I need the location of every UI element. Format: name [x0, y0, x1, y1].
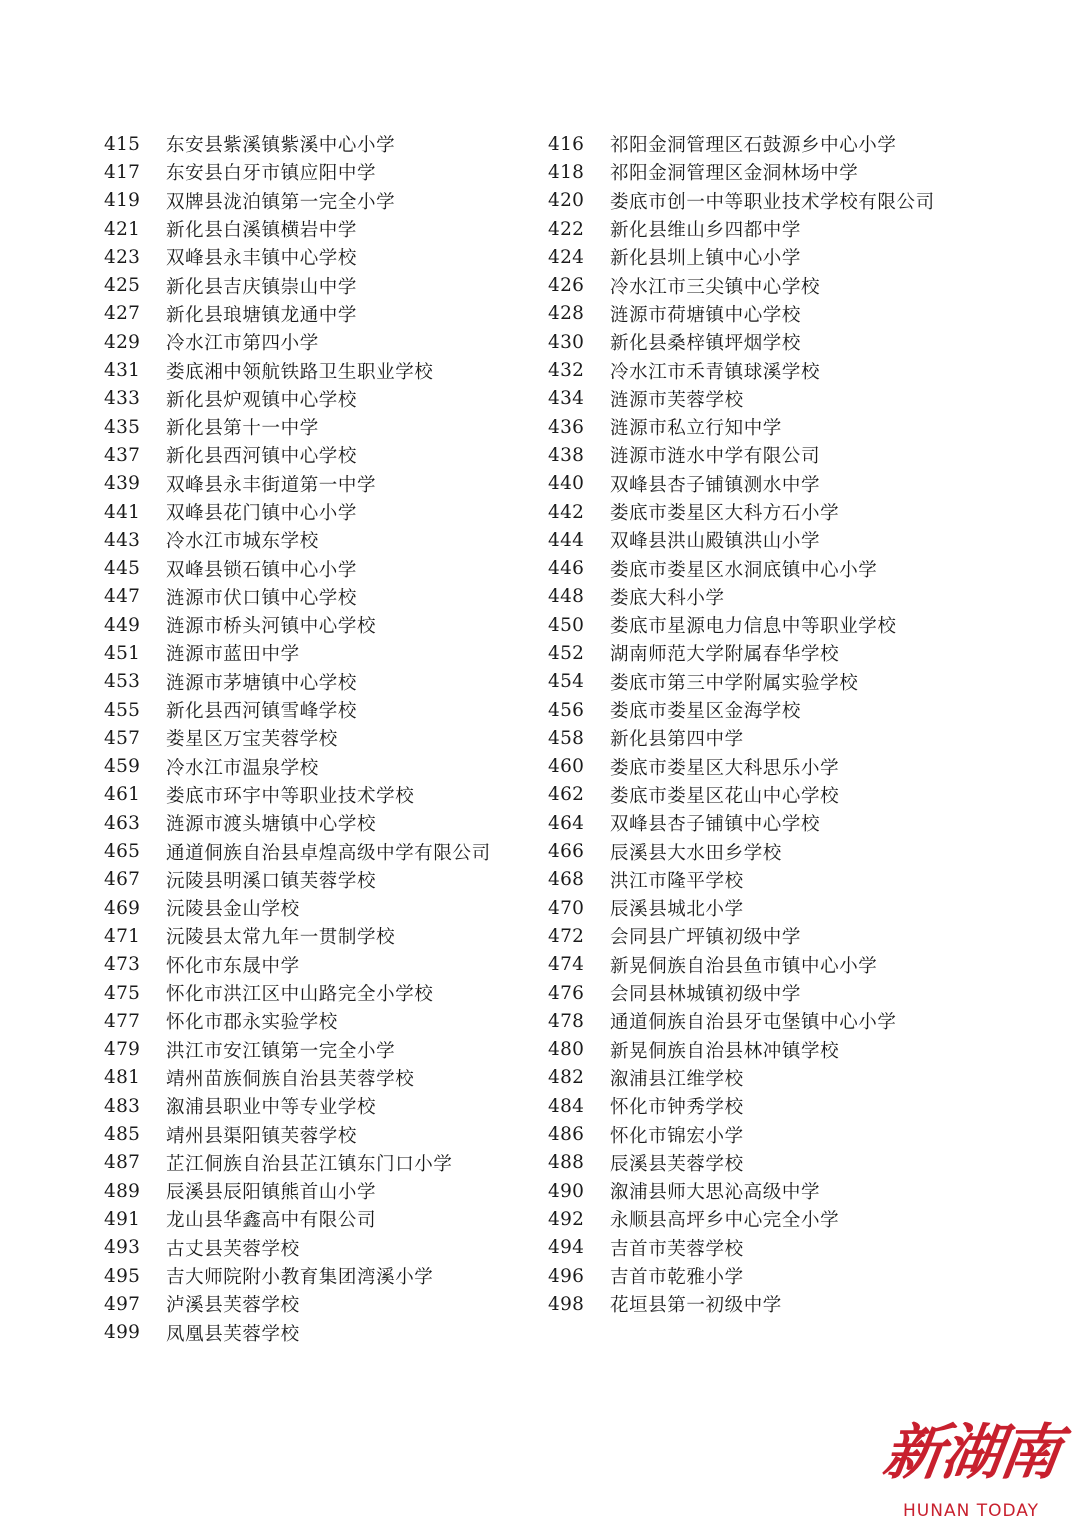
list-item-number: 458 [548, 727, 585, 749]
list-item-school-name: 新化县炉观镇中心学校 [166, 389, 358, 411]
list-item-school-name: 娄底市创一中等职业技术学校有限公司 [610, 191, 935, 213]
list-item-number: 457 [104, 727, 141, 749]
list-item-school-name: 双峰县永丰街道第一中学 [166, 474, 377, 496]
list-item-school-name: 泸溪县芙蓉学校 [166, 1295, 300, 1317]
list-item-number: 489 [104, 1180, 141, 1202]
list-item-number: 423 [104, 246, 141, 268]
list-item-school-name: 双峰县锁石镇中心小学 [166, 559, 358, 581]
list-item [548, 243, 978, 271]
list-item-school-name: 洪江市隆平学校 [610, 870, 744, 892]
list-item [104, 894, 534, 922]
list-item-number: 469 [104, 897, 141, 919]
list-item-number: 443 [104, 529, 141, 551]
list-item-school-name: 新晃侗族自治县鱼市镇中心小学 [610, 955, 878, 977]
list-item-number: 421 [104, 218, 141, 240]
list-item-number: 474 [548, 954, 585, 976]
list-item-number: 450 [548, 614, 585, 636]
list-item-number: 462 [548, 784, 585, 806]
list-item-school-name: 冷水江市城东学校 [166, 531, 319, 553]
list-item-number: 468 [548, 869, 585, 891]
list-item-number: 461 [104, 784, 141, 806]
list-item-number: 422 [548, 218, 585, 240]
list-item [104, 385, 534, 413]
list-item [104, 1205, 534, 1233]
school-list-right-column [548, 130, 978, 1318]
list-item [548, 922, 978, 950]
list-item [548, 951, 978, 979]
list-item-school-name: 涟源市芙蓉学校 [610, 389, 744, 411]
list-item-school-name: 娄底市环宇中等职业技术学校 [166, 785, 415, 807]
list-item-school-name: 吉大师院附小教育集团湾溪小学 [166, 1267, 434, 1289]
list-item-number: 491 [104, 1208, 141, 1230]
list-item-school-name: 涟源市伏口镇中心学校 [166, 587, 358, 609]
list-item-school-name: 溆浦县师大思沁高级中学 [610, 1182, 821, 1204]
list-item-number: 452 [548, 642, 585, 664]
list-item-school-name: 冷水江市三尖镇中心学校 [610, 276, 821, 298]
list-item-number: 419 [104, 190, 141, 212]
list-item-number: 492 [548, 1208, 585, 1230]
list-item-number: 488 [548, 1152, 585, 1174]
list-item-school-name: 涟源市茅塘镇中心学校 [166, 672, 358, 694]
list-item [548, 356, 978, 384]
list-item-number: 481 [104, 1067, 141, 1089]
list-item-number: 485 [104, 1124, 141, 1146]
list-item-school-name: 怀化市东晟中学 [166, 955, 300, 977]
list-item-school-name: 祁阳金洞管理区石鼓源乡中心小学 [610, 135, 897, 157]
list-item [548, 611, 978, 639]
list-item-school-name: 涟源市涟水中学有限公司 [610, 446, 821, 468]
list-item [104, 696, 534, 724]
list-item-number: 451 [104, 642, 141, 664]
list-item-school-name: 龙山县华鑫高中有限公司 [166, 1210, 377, 1232]
list-item [548, 668, 978, 696]
list-item [104, 554, 534, 582]
list-item-school-name: 会同县林城镇初级中学 [610, 984, 802, 1006]
list-item-school-name: 娄底湘中领航铁路卫生职业学校 [166, 361, 434, 383]
list-item [104, 951, 534, 979]
list-item-school-name: 东安县紫溪镇紫溪中心小学 [166, 135, 396, 157]
list-item [548, 526, 978, 554]
list-item-number: 449 [104, 614, 141, 636]
list-item-number: 460 [548, 756, 585, 778]
list-item-number: 490 [548, 1180, 585, 1202]
list-item-school-name: 吉首市乾雅小学 [610, 1267, 744, 1289]
list-item-number: 455 [104, 699, 141, 721]
list-item-school-name: 娄星区万宝芙蓉学校 [166, 729, 338, 751]
list-item-school-name: 双峰县花门镇中心小学 [166, 503, 358, 524]
list-item [548, 470, 978, 498]
list-item-number: 498 [548, 1293, 585, 1315]
list-item-school-name: 涟源市蓝田中学 [166, 644, 300, 666]
list-item [104, 1177, 534, 1205]
list-item-school-name: 古丈县芙蓉学校 [166, 1238, 300, 1260]
list-item-number: 465 [104, 841, 141, 863]
list-item-school-name: 双峰县洪山殿镇洪山小学 [610, 531, 821, 553]
list-item-number: 441 [104, 501, 141, 523]
list-item [548, 328, 978, 356]
list-item-school-name: 会同县广坪镇初级中学 [610, 927, 802, 949]
list-item-number: 425 [104, 275, 141, 297]
list-item [548, 385, 978, 413]
list-item-school-name: 新晃侗族自治县林冲镇学校 [610, 1040, 840, 1062]
list-item-number: 495 [104, 1265, 141, 1287]
list-item [548, 1177, 978, 1205]
list-item-number: 466 [548, 841, 585, 863]
list-item [104, 583, 534, 611]
list-item-number: 415 [104, 133, 141, 155]
list-item [548, 1205, 978, 1233]
list-item-school-name: 娄底市娄星区水洞底镇中心小学 [610, 559, 878, 581]
list-item-school-name: 新化县维山乡四都中学 [610, 220, 802, 242]
list-item [548, 781, 978, 809]
list-item-number: 424 [548, 246, 585, 268]
list-item-number: 453 [104, 671, 141, 693]
list-item [548, 1007, 978, 1035]
list-item-number: 446 [548, 558, 585, 580]
list-item [104, 639, 534, 667]
list-item-school-name: 东安县白牙市镇应阳中学 [166, 163, 377, 185]
list-item [104, 1318, 534, 1346]
list-item-number: 435 [104, 416, 141, 438]
list-item-number: 497 [104, 1293, 141, 1315]
list-item-number: 444 [548, 529, 585, 551]
list-item [548, 866, 978, 894]
list-item-school-name: 怀化市洪江区中山路完全小学校 [166, 984, 434, 1006]
list-item-number: 483 [104, 1095, 141, 1117]
list-item-school-name: 通道侗族自治县卓煌高级中学有限公司 [166, 842, 491, 864]
list-item-school-name: 娄底市娄星区大科方石小学 [610, 503, 840, 524]
list-item [104, 1120, 534, 1148]
list-item [548, 413, 978, 441]
list-item-school-name: 新化县吉庆镇崇山中学 [166, 276, 358, 298]
list-item [104, 724, 534, 752]
list-item-school-name: 祁阳金洞管理区金洞林场中学 [610, 163, 859, 185]
list-item [548, 498, 978, 526]
list-item-school-name: 辰溪县芙蓉学校 [610, 1153, 744, 1175]
list-item-number: 463 [104, 812, 141, 834]
list-item-number: 416 [548, 133, 585, 155]
list-item [548, 1234, 978, 1262]
list-item-school-name: 湖南师范大学附属春华学校 [610, 644, 840, 666]
list-item [548, 300, 978, 328]
list-item-number: 445 [104, 558, 141, 580]
list-item [104, 130, 534, 158]
list-item [104, 215, 534, 243]
list-item-school-name: 芷江侗族自治县芷江镇东门口小学 [166, 1153, 453, 1175]
list-item-school-name: 沅陵县金山学校 [166, 899, 300, 921]
list-item-school-name: 新化县西河镇雪峰学校 [166, 701, 358, 723]
list-item-number: 420 [548, 190, 585, 212]
list-item-number: 438 [548, 444, 585, 466]
list-item [548, 215, 978, 243]
list-item [104, 1262, 534, 1290]
list-item-school-name: 涟源市桥头河镇中心学校 [166, 616, 377, 638]
list-item-school-name: 靖州苗族侗族自治县芙蓉学校 [166, 1068, 415, 1090]
list-item-school-name: 双峰县杏子铺镇中心学校 [610, 814, 821, 836]
list-item-school-name: 辰溪县大水田乡学校 [610, 842, 782, 864]
list-item-number: 493 [104, 1237, 141, 1259]
list-item-school-name: 冷水江市第四小学 [166, 333, 319, 355]
list-item [548, 979, 978, 1007]
list-item [548, 554, 978, 582]
list-item-number: 429 [104, 331, 141, 353]
list-item-school-name: 冷水江市禾青镇球溪学校 [610, 361, 821, 383]
list-item [548, 187, 978, 215]
list-item [104, 243, 534, 271]
list-item [104, 1036, 534, 1064]
school-list-left-column [104, 130, 534, 1347]
list-item-number: 464 [548, 812, 585, 834]
list-item [104, 413, 534, 441]
list-item [548, 583, 978, 611]
list-item-school-name: 涟源市私立行知中学 [610, 418, 782, 440]
list-item-number: 480 [548, 1039, 585, 1061]
list-item [548, 1149, 978, 1177]
list-item [104, 300, 534, 328]
list-item-school-name: 怀化市郡永实验学校 [166, 1012, 338, 1034]
list-item-school-name: 辰溪县辰阳镇熊首山小学 [166, 1182, 377, 1204]
list-item [104, 158, 534, 186]
list-item [104, 470, 534, 498]
list-item-number: 470 [548, 897, 585, 919]
list-item [104, 1234, 534, 1262]
list-item-school-name: 永顺县高坪乡中心完全小学 [610, 1210, 840, 1232]
list-item-school-name: 双峰县永丰镇中心学校 [166, 248, 358, 270]
list-item-number: 484 [548, 1095, 585, 1117]
list-item-number: 475 [104, 982, 141, 1004]
list-item [104, 187, 534, 215]
list-item-number: 454 [548, 671, 585, 693]
list-item-number: 431 [104, 360, 141, 382]
list-item-number: 499 [104, 1322, 141, 1344]
list-item-number: 442 [548, 501, 585, 523]
hunan-today-logo [876, 1413, 1066, 1521]
list-item-number: 427 [104, 303, 141, 325]
list-item [548, 753, 978, 781]
list-item-school-name: 双牌县泷泊镇第一完全小学 [166, 191, 396, 213]
list-item [548, 1064, 978, 1092]
list-item-school-name: 花垣县第一初级中学 [610, 1295, 782, 1317]
list-item-school-name: 娄底市星源电力信息中等职业学校 [610, 616, 897, 638]
list-item-school-name: 新化县白溪镇横岩中学 [166, 220, 358, 242]
list-item-number: 436 [548, 416, 585, 438]
list-item-number: 439 [104, 473, 141, 495]
list-item-number: 440 [548, 473, 585, 495]
list-item-school-name: 娄底市娄星区花山中心学校 [610, 785, 840, 807]
list-item-school-name: 双峰县杏子铺镇测水中学 [610, 474, 821, 496]
list-item-number: 473 [104, 954, 141, 976]
list-item-school-name: 新化县圳上镇中心小学 [610, 248, 802, 270]
list-item-school-name: 怀化市锦宏小学 [610, 1125, 744, 1147]
list-item-number: 428 [548, 303, 585, 325]
list-item-school-name: 凤凰县芙蓉学校 [166, 1323, 300, 1345]
list-item-school-name: 冷水江市温泉学校 [166, 757, 319, 779]
list-item-number: 433 [104, 388, 141, 410]
list-item-school-name: 吉首市芙蓉学校 [610, 1238, 744, 1260]
list-item [104, 753, 534, 781]
list-item-number: 417 [104, 161, 141, 183]
list-item [104, 328, 534, 356]
list-item [548, 724, 978, 752]
list-item [548, 158, 978, 186]
list-item-number: 478 [548, 1010, 585, 1032]
list-item-school-name: 新化县桑梓镇坪烟学校 [610, 333, 802, 355]
list-item-school-name: 洪江市安江镇第一完全小学 [166, 1040, 396, 1062]
list-item-school-name: 靖州县渠阳镇芙蓉学校 [166, 1125, 358, 1147]
list-item [548, 1092, 978, 1120]
list-item [548, 1262, 978, 1290]
list-item [548, 809, 978, 837]
list-item [104, 781, 534, 809]
list-item-school-name: 溆浦县职业中等专业学校 [166, 1097, 377, 1119]
list-item-school-name: 通道侗族自治县牙屯堡镇中心小学 [610, 1012, 897, 1034]
list-item [104, 979, 534, 1007]
list-item [548, 1120, 978, 1148]
list-item-number: 476 [548, 982, 585, 1004]
list-item-number: 434 [548, 388, 585, 410]
list-item-school-name: 沅陵县太常九年一贯制学校 [166, 927, 396, 949]
list-item-number: 432 [548, 360, 585, 382]
list-item [104, 526, 534, 554]
list-item [104, 1149, 534, 1177]
list-item-number: 479 [104, 1039, 141, 1061]
logo-chinese-text: 新湖南 [879, 1418, 1063, 1488]
list-item [104, 1290, 534, 1318]
logo-english-text: HUNAN TODAY [903, 1501, 1039, 1521]
list-item-number: 448 [548, 586, 585, 608]
list-item [548, 1036, 978, 1064]
list-item-number: 472 [548, 925, 585, 947]
list-item [104, 809, 534, 837]
list-item [104, 1007, 534, 1035]
list-item-school-name: 娄底市娄星区金海学校 [610, 701, 802, 723]
list-item-number: 426 [548, 275, 585, 297]
list-item [104, 1064, 534, 1092]
list-item-number: 477 [104, 1010, 141, 1032]
list-item [548, 837, 978, 865]
list-item [548, 130, 978, 158]
list-item-school-name: 涟源市渡头塘镇中心学校 [166, 814, 377, 836]
list-item [104, 441, 534, 469]
list-item-number: 418 [548, 161, 585, 183]
list-item [104, 271, 534, 299]
list-item-number: 456 [548, 699, 585, 721]
list-item-school-name: 新化县琅塘镇龙通中学 [166, 304, 358, 326]
list-item-number: 487 [104, 1152, 141, 1174]
list-item [104, 356, 534, 384]
list-item [548, 894, 978, 922]
list-item-number: 482 [548, 1067, 585, 1089]
list-item [548, 1290, 978, 1318]
list-item-number: 467 [104, 869, 141, 891]
list-item-school-name: 怀化市钟秀学校 [610, 1097, 744, 1119]
list-item-school-name: 辰溪县城北小学 [610, 899, 744, 921]
list-item-school-name: 溆浦县江维学校 [610, 1068, 744, 1090]
list-item-number: 471 [104, 925, 141, 947]
list-item-number: 494 [548, 1237, 585, 1259]
list-item [548, 441, 978, 469]
list-item [104, 866, 534, 894]
list-item [104, 922, 534, 950]
list-item [104, 668, 534, 696]
list-item [548, 696, 978, 724]
list-item [548, 639, 978, 667]
list-item-number: 459 [104, 756, 141, 778]
list-item-number: 486 [548, 1124, 585, 1146]
list-item-school-name: 娄底市娄星区大科思乐小学 [610, 757, 840, 779]
list-item-number: 496 [548, 1265, 585, 1287]
list-item-school-name: 娄底大科小学 [610, 587, 725, 609]
list-item-school-name: 沅陵县明溪口镇芙蓉学校 [166, 870, 377, 892]
list-item [548, 271, 978, 299]
list-item-school-name: 娄底市第三中学附属实验学校 [610, 672, 859, 694]
list-item-number: 447 [104, 586, 141, 608]
list-item-number: 437 [104, 444, 141, 466]
list-item-number: 430 [548, 331, 585, 353]
list-item-school-name: 新化县第十一中学 [166, 418, 319, 440]
list-item-school-name: 涟源市荷塘镇中心学校 [610, 304, 802, 326]
list-item-school-name: 新化县西河镇中心学校 [166, 446, 358, 468]
list-item-school-name: 新化县第四中学 [610, 729, 744, 751]
list-item [104, 611, 534, 639]
list-item [104, 1092, 534, 1120]
list-item [104, 837, 534, 865]
list-item [104, 498, 534, 526]
